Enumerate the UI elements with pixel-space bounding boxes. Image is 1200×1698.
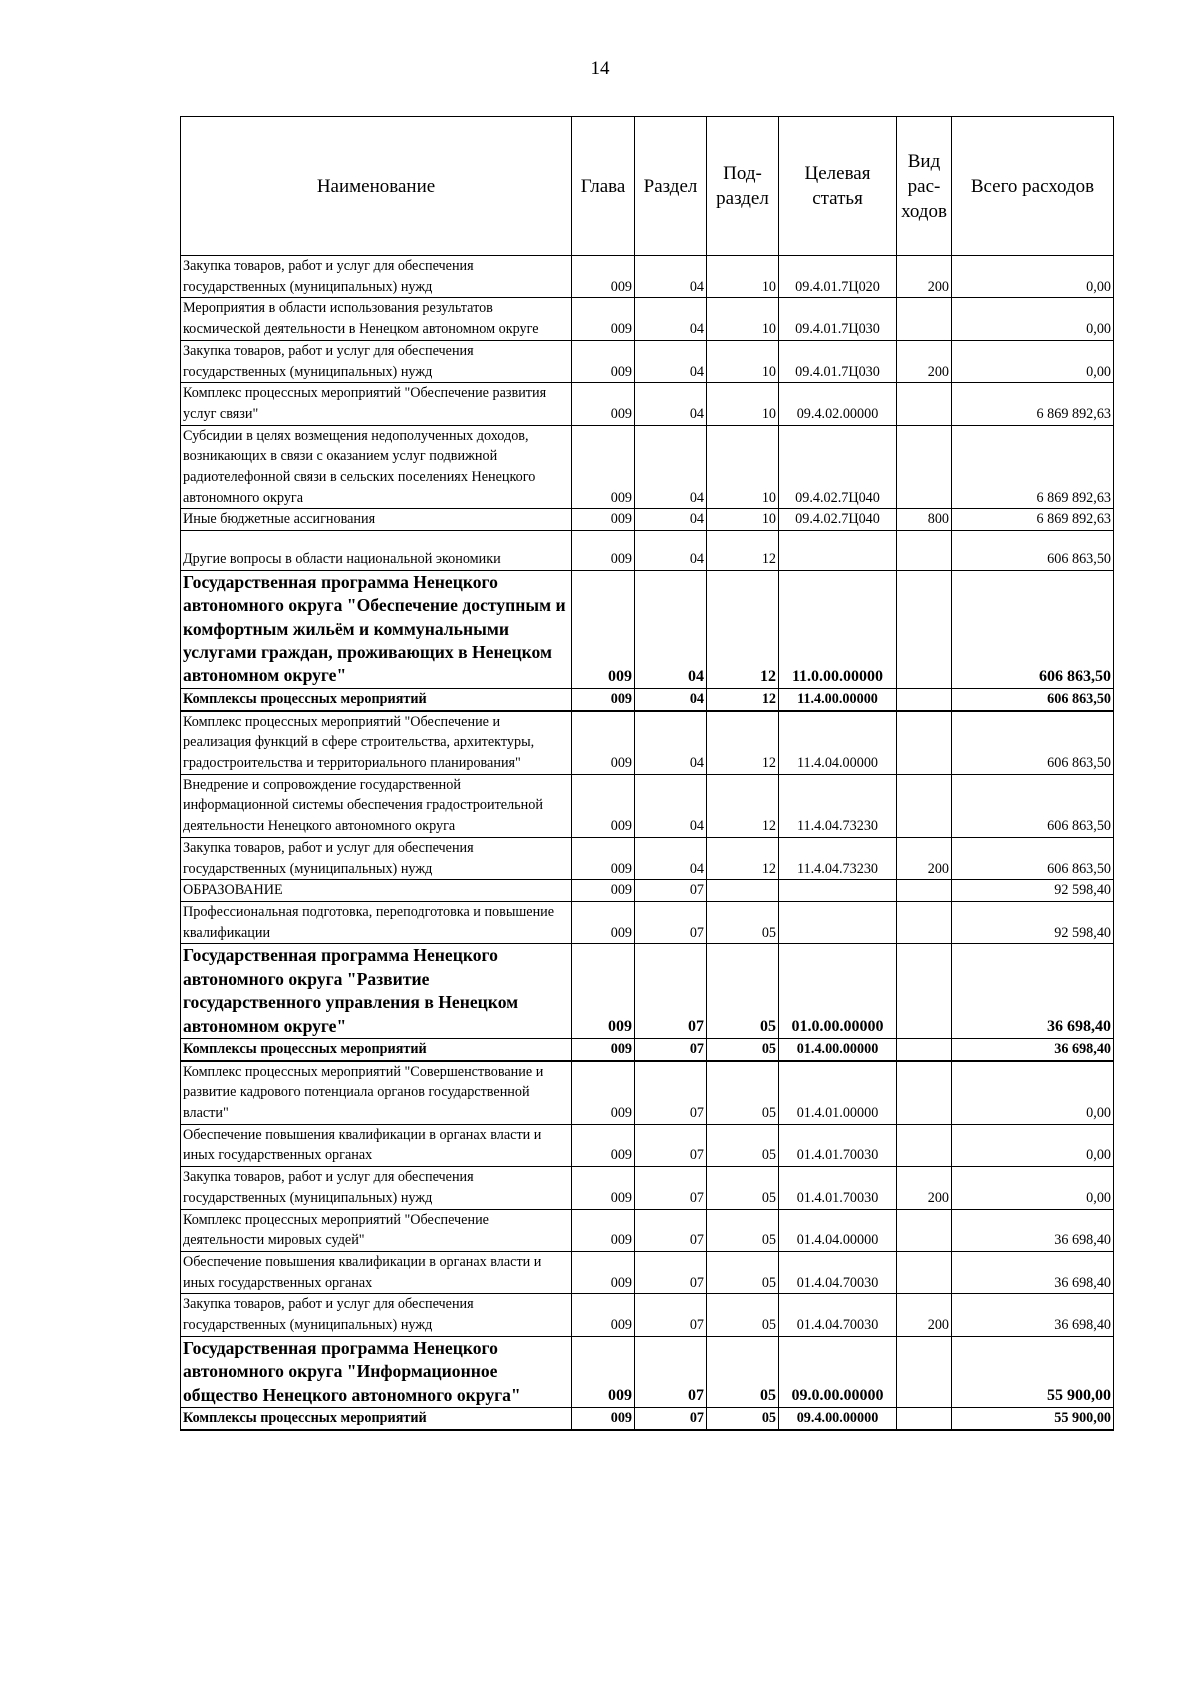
cell-total: 606 863,50	[952, 711, 1114, 775]
cell-name: Профессиональная подготовка, переподготовка и повышение квалификации	[181, 901, 572, 943]
cell-name: Субсидии в целях возмещения недополученных доходов, возникающих в связи с оказанием услуг подвижной радиотелефонной связи в сельских поселениях Ненецкого автономного округа	[181, 425, 572, 509]
cell-glava: 009	[572, 425, 635, 509]
cell-razdel: 07	[635, 1167, 707, 1209]
cell-razdel: 07	[635, 1061, 707, 1125]
cell-total: 0,00	[952, 256, 1114, 298]
cell-total: 0,00	[952, 1124, 1114, 1166]
cell-total: 606 863,50	[952, 774, 1114, 837]
cell-razdel: 04	[635, 256, 707, 298]
cell-total: 0,00	[952, 340, 1114, 382]
table-row	[181, 1294, 1114, 1336]
cell-vid	[897, 1408, 952, 1430]
cell-podrazdel: 12	[707, 774, 779, 837]
cell-glava: 009	[572, 1294, 635, 1336]
cell-celevaya	[779, 531, 897, 571]
cell-glava: 009	[572, 880, 635, 902]
cell-total: 36 698,40	[952, 1294, 1114, 1336]
header-razdel: Раздел	[635, 117, 707, 256]
cell-podrazdel: 05	[707, 1038, 779, 1060]
cell-total: 6 869 892,63	[952, 383, 1114, 425]
cell-total: 606 863,50	[952, 531, 1114, 571]
cell-glava: 009	[572, 1061, 635, 1125]
cell-razdel: 07	[635, 1336, 707, 1407]
cell-name: Иные бюджетные ассигнования	[181, 509, 572, 531]
cell-vid	[897, 774, 952, 837]
cell-vid	[897, 1061, 952, 1125]
cell-podrazdel: 12	[707, 570, 779, 688]
cell-glava: 009	[572, 570, 635, 688]
cell-podrazdel: 05	[707, 1294, 779, 1336]
table-row	[181, 425, 1114, 509]
cell-podrazdel: 10	[707, 298, 779, 340]
cell-glava: 009	[572, 1167, 635, 1209]
cell-glava: 009	[572, 340, 635, 382]
cell-celevaya: 09.4.01.7Ц020	[779, 256, 897, 298]
cell-celevaya: 11.4.04.00000	[779, 711, 897, 775]
cell-celevaya	[779, 901, 897, 943]
cell-celevaya: 01.4.04.00000	[779, 1209, 897, 1251]
cell-razdel: 07	[635, 901, 707, 943]
cell-vid: 200	[897, 340, 952, 382]
cell-podrazdel: 05	[707, 901, 779, 943]
table-row	[181, 1038, 1114, 1060]
table-row	[181, 901, 1114, 943]
table-row	[181, 944, 1114, 1039]
cell-podrazdel: 05	[707, 1167, 779, 1209]
cell-vid	[897, 1251, 952, 1293]
cell-total: 606 863,50	[952, 570, 1114, 688]
cell-glava: 009	[572, 837, 635, 879]
cell-razdel: 04	[635, 425, 707, 509]
cell-vid	[897, 688, 952, 710]
page-number: 14	[590, 58, 610, 79]
cell-glava: 009	[572, 509, 635, 531]
cell-razdel: 04	[635, 570, 707, 688]
cell-celevaya: 01.4.01.70030	[779, 1124, 897, 1166]
cell-glava: 009	[572, 688, 635, 710]
cell-razdel: 04	[635, 688, 707, 710]
cell-total: 36 698,40	[952, 1251, 1114, 1293]
cell-name: Комплекс процессных мероприятий "Обеспечение развития услуг связи"	[181, 383, 572, 425]
cell-razdel: 04	[635, 340, 707, 382]
cell-glava: 009	[572, 901, 635, 943]
cell-celevaya: 09.4.01.7Ц030	[779, 298, 897, 340]
header-total: Всего расходов	[952, 117, 1114, 256]
budget-table	[180, 116, 1114, 1431]
header-name: Наименование	[181, 117, 572, 256]
cell-podrazdel: 05	[707, 1336, 779, 1407]
cell-celevaya: 11.0.00.00000	[779, 570, 897, 688]
table-row	[181, 1408, 1114, 1430]
cell-total: 6 869 892,63	[952, 509, 1114, 531]
cell-glava: 009	[572, 298, 635, 340]
cell-glava: 009	[572, 531, 635, 571]
table-row	[181, 837, 1114, 879]
table-row	[181, 256, 1114, 298]
cell-glava: 009	[572, 1336, 635, 1407]
cell-celevaya: 01.4.00.00000	[779, 1038, 897, 1060]
cell-total: 606 863,50	[952, 837, 1114, 879]
cell-podrazdel: 10	[707, 340, 779, 382]
cell-razdel: 04	[635, 711, 707, 775]
cell-name: Закупка товаров, работ и услуг для обеспечения государственных (муниципальных) нужд	[181, 837, 572, 879]
cell-name: Обеспечение повышения квалификации в органах власти и иных государственных органах	[181, 1251, 572, 1293]
cell-name: Внедрение и сопровождение государственной информационной системы обеспечения градостроительной деятельности Ненецкого автономного округа	[181, 774, 572, 837]
cell-celevaya: 09.0.00.00000	[779, 1336, 897, 1407]
cell-razdel: 07	[635, 1038, 707, 1060]
table-row	[181, 711, 1114, 775]
cell-total: 92 598,40	[952, 880, 1114, 902]
cell-podrazdel: 05	[707, 1251, 779, 1293]
cell-vid	[897, 944, 952, 1039]
cell-name: Комплекс процессных мероприятий "Обеспечение и реализация функций в сфере строительства, архитектуры, градостроительства и территориального планирования"	[181, 711, 572, 775]
cell-podrazdel: 10	[707, 425, 779, 509]
cell-vid	[897, 1209, 952, 1251]
table-row	[181, 340, 1114, 382]
cell-vid	[897, 1038, 952, 1060]
cell-podrazdel: 05	[707, 1061, 779, 1125]
cell-name: Комплексы процессных мероприятий	[181, 1408, 572, 1430]
cell-razdel: 07	[635, 1408, 707, 1430]
cell-podrazdel: 05	[707, 1209, 779, 1251]
cell-glava: 009	[572, 256, 635, 298]
cell-podrazdel: 10	[707, 383, 779, 425]
cell-razdel: 07	[635, 944, 707, 1039]
cell-vid	[897, 298, 952, 340]
table-row	[181, 1124, 1114, 1166]
cell-razdel: 04	[635, 531, 707, 571]
cell-total: 36 698,40	[952, 1038, 1114, 1060]
cell-glava: 009	[572, 383, 635, 425]
cell-total: 0,00	[952, 1167, 1114, 1209]
cell-podrazdel: 10	[707, 256, 779, 298]
header-celevaya: Целевая статья	[779, 117, 897, 256]
cell-podrazdel: 12	[707, 531, 779, 571]
cell-vid: 200	[897, 1167, 952, 1209]
cell-razdel: 07	[635, 1209, 707, 1251]
table-row	[181, 1167, 1114, 1209]
cell-celevaya: 01.4.01.70030	[779, 1167, 897, 1209]
cell-name: Закупка товаров, работ и услуг для обеспечения государственных (муниципальных) нужд	[181, 256, 572, 298]
cell-celevaya: 09.4.00.00000	[779, 1408, 897, 1430]
table-row	[181, 531, 1114, 571]
cell-name: Мероприятия в области использования результатов космической деятельности в Ненецком автономном округе	[181, 298, 572, 340]
cell-vid	[897, 711, 952, 775]
table-row	[181, 1061, 1114, 1125]
cell-vid	[897, 1124, 952, 1166]
cell-celevaya: 01.4.04.70030	[779, 1251, 897, 1293]
cell-celevaya: 09.4.02.00000	[779, 383, 897, 425]
table-row	[181, 1251, 1114, 1293]
cell-vid: 200	[897, 256, 952, 298]
cell-celevaya: 09.4.02.7Ц040	[779, 425, 897, 509]
cell-podrazdel: 12	[707, 688, 779, 710]
cell-razdel: 04	[635, 837, 707, 879]
cell-name: ОБРАЗОВАНИЕ	[181, 880, 572, 902]
table-row	[181, 880, 1114, 902]
cell-razdel: 04	[635, 298, 707, 340]
cell-razdel: 07	[635, 1294, 707, 1336]
cell-podrazdel: 05	[707, 944, 779, 1039]
cell-name: Государственная программа Ненецкого автономного округа "Информационное общество Ненецкого автономного округа"	[181, 1336, 572, 1407]
cell-name: Государственная программа Ненецкого автономного округа "Обеспечение доступным и комфортным жильём и коммунальными услугами граждан, проживающих в Ненецком автономном округе"	[181, 570, 572, 688]
cell-total: 55 900,00	[952, 1336, 1114, 1407]
cell-total: 606 863,50	[952, 688, 1114, 710]
cell-glava: 009	[572, 1408, 635, 1430]
table-row	[181, 383, 1114, 425]
cell-glava: 009	[572, 774, 635, 837]
table-row	[181, 1336, 1114, 1407]
cell-total: 55 900,00	[952, 1408, 1114, 1430]
header-vid: Вид рас- ходов	[897, 117, 952, 256]
cell-celevaya: 09.4.01.7Ц030	[779, 340, 897, 382]
cell-celevaya: 11.4.04.73230	[779, 837, 897, 879]
cell-vid	[897, 383, 952, 425]
cell-total: 6 869 892,63	[952, 425, 1114, 509]
cell-vid	[897, 901, 952, 943]
cell-podrazdel	[707, 880, 779, 902]
cell-total: 36 698,40	[952, 944, 1114, 1039]
cell-vid	[897, 425, 952, 509]
cell-name: Государственная программа Ненецкого автономного округа "Развитие государственного управления в Ненецком автономном округе"	[181, 944, 572, 1039]
cell-razdel: 04	[635, 383, 707, 425]
table-row	[181, 509, 1114, 531]
cell-celevaya: 01.4.04.70030	[779, 1294, 897, 1336]
cell-glava: 009	[572, 1124, 635, 1166]
cell-vid	[897, 531, 952, 571]
cell-name: Другие вопросы в области национальной экономики	[181, 531, 572, 571]
header-glava: Глава	[572, 117, 635, 256]
cell-vid: 800	[897, 509, 952, 531]
cell-celevaya	[779, 880, 897, 902]
cell-glava: 009	[572, 944, 635, 1039]
cell-vid	[897, 1336, 952, 1407]
cell-razdel: 07	[635, 880, 707, 902]
cell-name: Комплексы процессных мероприятий	[181, 688, 572, 710]
cell-razdel: 04	[635, 509, 707, 531]
cell-podrazdel: 12	[707, 711, 779, 775]
cell-celevaya: 09.4.02.7Ц040	[779, 509, 897, 531]
cell-total: 0,00	[952, 298, 1114, 340]
cell-name: Закупка товаров, работ и услуг для обеспечения государственных (муниципальных) нужд	[181, 1294, 572, 1336]
table-row	[181, 774, 1114, 837]
cell-name: Закупка товаров, работ и услуг для обеспечения государственных (муниципальных) нужд	[181, 1167, 572, 1209]
table-row	[181, 570, 1114, 688]
cell-vid: 200	[897, 837, 952, 879]
table-row	[181, 1209, 1114, 1251]
cell-glava: 009	[572, 1038, 635, 1060]
header-row	[181, 117, 1114, 256]
cell-glava: 009	[572, 1209, 635, 1251]
cell-total: 0,00	[952, 1061, 1114, 1125]
cell-podrazdel: 10	[707, 509, 779, 531]
cell-celevaya: 11.4.00.00000	[779, 688, 897, 710]
cell-name: Комплекс процессных мероприятий "Совершенствование и развитие кадрового потенциала органов государственной власти"	[181, 1061, 572, 1125]
header-podrazdel: Под- раздел	[707, 117, 779, 256]
cell-celevaya: 11.4.04.73230	[779, 774, 897, 837]
cell-glava: 009	[572, 711, 635, 775]
cell-total: 36 698,40	[952, 1209, 1114, 1251]
cell-vid	[897, 570, 952, 688]
cell-vid: 200	[897, 1294, 952, 1336]
cell-razdel: 07	[635, 1251, 707, 1293]
table-row	[181, 298, 1114, 340]
cell-celevaya: 01.4.01.00000	[779, 1061, 897, 1125]
cell-total: 92 598,40	[952, 901, 1114, 943]
cell-podrazdel: 05	[707, 1124, 779, 1166]
cell-vid	[897, 880, 952, 902]
cell-name: Обеспечение повышения квалификации в органах власти и иных государственных органах	[181, 1124, 572, 1166]
cell-razdel: 04	[635, 774, 707, 837]
cell-razdel: 07	[635, 1124, 707, 1166]
cell-name: Комплекс процессных мероприятий "Обеспечение деятельности мировых судей"	[181, 1209, 572, 1251]
cell-celevaya: 01.0.00.00000	[779, 944, 897, 1039]
cell-podrazdel: 12	[707, 837, 779, 879]
cell-name: Закупка товаров, работ и услуг для обеспечения государственных (муниципальных) нужд	[181, 340, 572, 382]
cell-name: Комплексы процессных мероприятий	[181, 1038, 572, 1060]
cell-podrazdel: 05	[707, 1408, 779, 1430]
cell-glava: 009	[572, 1251, 635, 1293]
table-row	[181, 688, 1114, 710]
